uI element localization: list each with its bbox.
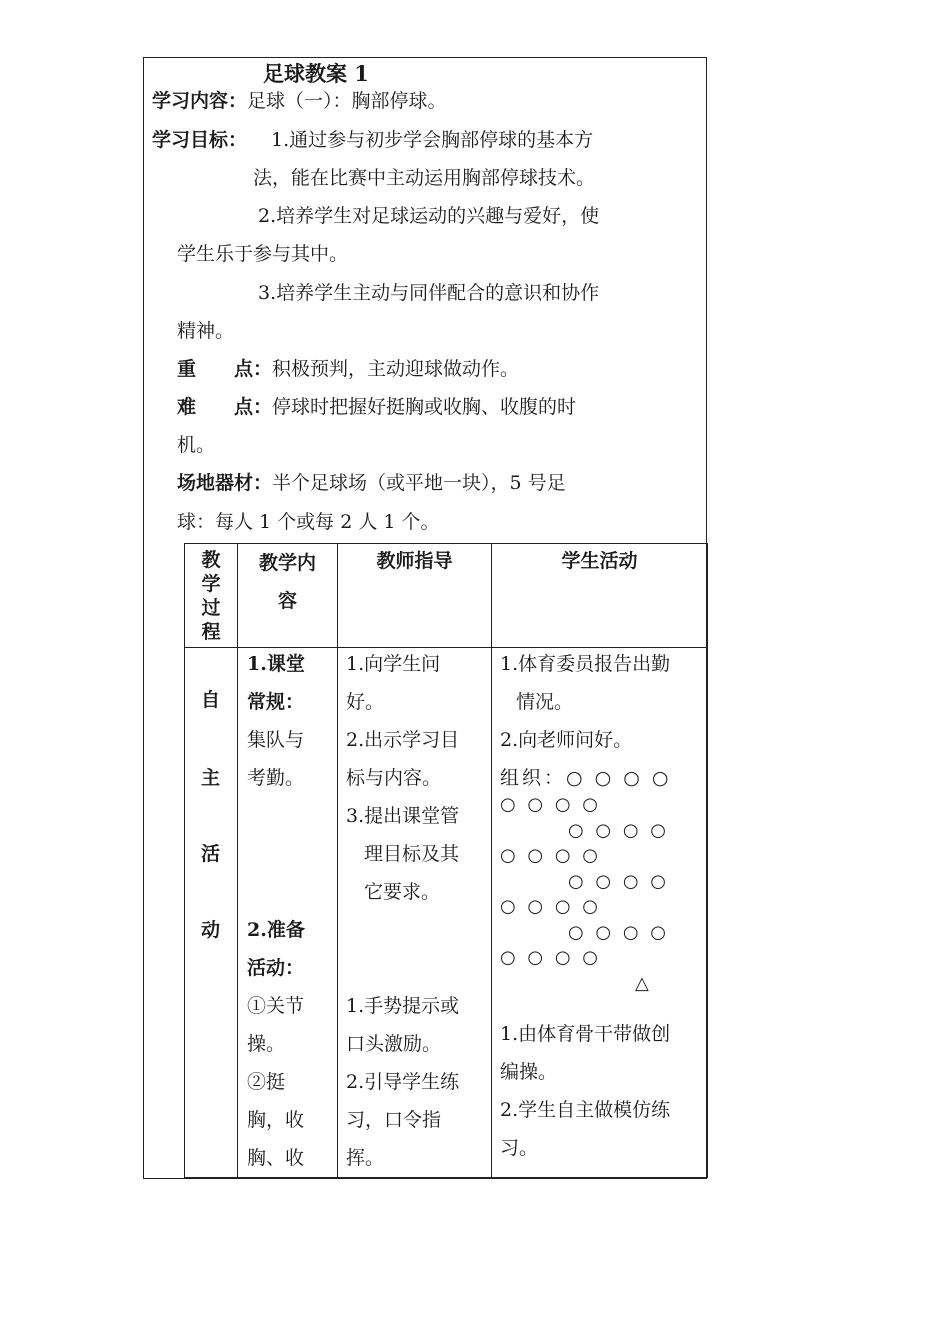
formation-row: ○ ○ ○ ○ — [568, 820, 669, 841]
table-header-row — [185, 544, 708, 648]
teacher-line: 1.向学生问 — [346, 653, 441, 675]
content-value: 足球（一）：胸部停球。 — [247, 90, 447, 112]
formation-row: ○ ○ ○ ○ — [500, 845, 601, 866]
goal-2-line-b: 学生乐于参与其中。 — [177, 243, 349, 265]
teaching-process-table — [184, 543, 708, 1178]
student-line: 1.由体育骨干带做创 — [500, 1023, 671, 1045]
equipment-row — [177, 471, 566, 495]
key-point-label: 重 点： — [177, 358, 273, 380]
stage-char: 主 — [201, 767, 221, 789]
content-line: 考勤。 — [247, 767, 305, 789]
header-content — [238, 544, 338, 648]
goal-3-line-a: 3.培养学生主动与同伴配合的意识和协作 — [258, 282, 600, 304]
header-teacher — [338, 544, 492, 648]
formation-row: 组织：○ ○ ○ ○ — [500, 767, 672, 789]
content-line: 集队与 — [247, 729, 305, 751]
difficulty-value-a: 停球时把握好挺胸或收胸、收腹的时 — [272, 396, 577, 418]
header-content-line-a: 教学内 — [258, 552, 316, 574]
equipment-label: 场地器材： — [177, 472, 273, 494]
formation-row: ○ ○ ○ ○ — [500, 947, 601, 968]
stage-cell — [185, 648, 238, 1178]
student-cell — [492, 648, 708, 1178]
header-content-line-b: 容 — [277, 590, 297, 612]
content-line: ②挺 — [247, 1071, 286, 1093]
content-row — [152, 89, 447, 113]
student-line: 2.向老师问好。 — [500, 729, 633, 751]
teacher-line: 3.提出课堂管 — [346, 805, 460, 827]
content-label: 学习内容： — [152, 90, 248, 112]
content-line: 胸，收 — [247, 1109, 305, 1131]
teacher-line: 它要求。 — [364, 881, 441, 903]
equipment-value-b: 球：每人 1 个或每 2 人 1 个。 — [177, 511, 440, 533]
key-point-row — [177, 357, 519, 381]
stage-char: 自 — [201, 689, 221, 711]
content-cell — [238, 648, 338, 1178]
teacher-line: 习，口令指 — [346, 1109, 442, 1131]
teacher-triangle-marker: △ — [635, 973, 649, 994]
difficulty-label: 难 点： — [177, 396, 273, 418]
content-line: 操。 — [247, 1033, 286, 1055]
student-line: 编操。 — [500, 1061, 558, 1083]
equipment-value-a: 半个足球场（或平地一块），5 号足 — [272, 472, 566, 494]
header-stage-char: 过 — [201, 597, 221, 619]
formation-row: ○ ○ ○ ○ — [500, 794, 601, 815]
stage-char: 动 — [201, 919, 221, 941]
header-teacher-label: 教师指导 — [376, 550, 453, 572]
content-line: 常规： — [247, 691, 305, 713]
header-stage-char: 教 — [201, 549, 221, 571]
content-line: ①关节 — [247, 995, 305, 1017]
goal-row-1 — [152, 128, 593, 152]
teacher-line: 口头激励。 — [346, 1033, 442, 1055]
goal-1-line-a: 1.通过参与初步学会胸部停球的基本方 — [271, 129, 594, 151]
formation-row: ○ ○ ○ ○ — [568, 922, 669, 943]
teacher-line: 标与内容。 — [346, 767, 442, 789]
content-line: 胸、收 — [247, 1147, 305, 1169]
teacher-line: 理目标及其 — [364, 843, 460, 865]
difficulty-row — [177, 395, 576, 419]
table-row — [185, 648, 708, 1178]
header-stage-char: 学 — [201, 573, 221, 595]
header-stage-char: 程 — [201, 621, 221, 643]
page-title: 足球教案 1 — [263, 61, 369, 86]
student-line: 习。 — [500, 1137, 539, 1159]
header-stage — [185, 544, 238, 648]
formation-row: ○ ○ ○ ○ — [500, 896, 601, 917]
teacher-cell — [338, 648, 492, 1178]
content-line: 活动： — [247, 957, 305, 979]
teacher-line: 2.出示学习目 — [346, 729, 460, 751]
student-line: 1.体育委员报告出勤 — [500, 653, 671, 675]
goal-3-line-b: 精神。 — [177, 320, 235, 342]
goal-1-line-b: 法，能在比赛中主动运用胸部停球技术。 — [253, 167, 596, 189]
goal-label: 学习目标： — [152, 129, 248, 151]
student-line: 情况。 — [516, 691, 574, 713]
content-line: 2.准备 — [247, 919, 305, 941]
student-line: 2.学生自主做模仿练 — [500, 1099, 671, 1121]
teacher-line: 1.手势提示或 — [346, 995, 460, 1017]
teacher-line: 好。 — [346, 691, 385, 713]
key-point-value: 积极预判，主动迎球做动作。 — [272, 358, 520, 380]
teacher-line: 2.引导学生练 — [346, 1071, 460, 1093]
header-student-label: 学生活动 — [561, 550, 638, 572]
content-line: 1.课堂 — [247, 653, 305, 675]
difficulty-value-b: 机。 — [177, 434, 216, 456]
stage-char: 活 — [201, 843, 221, 865]
goal-2-line-a: 2.培养学生对足球运动的兴趣与爱好，使 — [258, 205, 600, 227]
formation-row: ○ ○ ○ ○ — [568, 871, 669, 892]
teacher-line: 挥。 — [346, 1147, 385, 1169]
header-student — [492, 544, 708, 648]
